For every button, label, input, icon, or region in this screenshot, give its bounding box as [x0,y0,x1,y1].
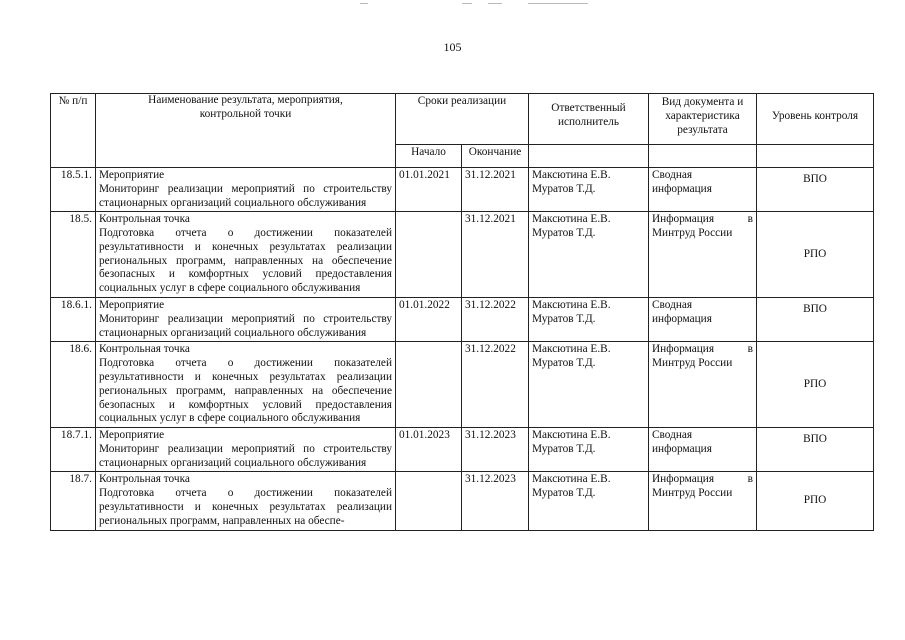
row-description: Мониторинг реализации мероприятий по строительству стационарных организаций социального обслуживания [99,312,392,339]
row-description: Подготовка отчета о достижении показателей результативности и конечных результатах реализации региональных программ, направленных на обеспечение безопасных и комфортных условий предоставления социальных услуг в сфере социального обслуживания [99,227,392,295]
row-control-level: ВПО [757,428,874,472]
row-start-date: 01.01.2021 [396,168,462,212]
row-kind: Мероприятие [99,169,165,181]
header-terms: Сроки реализации [396,94,529,145]
row-start-date: 01.01.2023 [396,428,462,472]
row-description: Мониторинг реализации мероприятий по строительству стационарных организаций социального обслуживания [99,442,392,469]
table-row [51,472,874,530]
row-control-level: РПО [757,212,874,298]
scan-artifact-line [488,3,502,4]
header-level-blank [757,145,874,168]
table-row [51,298,874,342]
row-kind: Мероприятие [99,429,165,442]
header-executor: Ответственный исполнитель [529,94,649,145]
table-header-row [51,94,874,145]
table-row [51,212,874,298]
row-description: Подготовка отчета о достижении показателей результативности и конечных результатах реализации региональных программ, направленных на обеспе- [99,487,392,527]
row-number: 18.7.1. [51,428,96,472]
row-start-date [396,472,462,530]
row-executor: Максютина Е.В. Муратов Т.Д. [529,212,649,298]
row-name [96,298,396,342]
header-num: № п/п [51,94,96,168]
row-name [96,428,396,472]
scan-artifact-line [528,3,588,4]
row-number: 18.6.1. [51,298,96,342]
row-start-date [396,212,462,298]
row-executor: Максютина Е.В. Муратов Т.Д. [529,342,649,428]
header-level: Уровень контроля [757,94,874,145]
row-document-type: Информация в Минтруд России [649,212,757,298]
row-document-type: Информация в Минтруд России [649,472,757,530]
row-kind: Контрольная точка [99,343,190,356]
row-document-type: Информация в Минтруд России [649,342,757,428]
row-executor: Максютина Е.В. Муратов Т.Д. [529,428,649,472]
row-description: Мониторинг реализации мероприятий по строительству стационарных организаций социального обслуживания [99,182,392,209]
page-number: 105 [443,40,462,54]
scan-artifact-line [462,3,472,4]
row-end-date: 31.12.2022 [462,298,529,342]
header-end: Окончание [462,145,529,168]
row-number: 18.5.1. [51,168,96,212]
row-control-level: РПО [757,472,874,530]
header-doc-blank [649,145,757,168]
row-end-date: 31.12.2023 [462,472,529,530]
row-name [96,212,396,298]
row-document-type: Сводная информация [649,428,757,472]
row-control-level: ВПО [757,168,874,212]
row-start-date [396,342,462,428]
row-executor: Максютина Е.В. Муратов Т.Д. [529,298,649,342]
implementation-plan-table [50,93,874,531]
row-end-date: 31.12.2021 [462,168,529,212]
table-row [51,342,874,428]
row-control-level: ВПО [757,298,874,342]
row-document-type: Сводная информация [649,298,757,342]
row-kind: Контрольная точка [99,213,190,226]
row-executor: Максютина Е.В. Муратов Т.Д. [529,472,649,530]
row-control-level: РПО [757,342,874,428]
row-name [96,168,396,212]
table-row [51,168,874,212]
row-document-type: Сводная информация [649,168,757,212]
row-end-date: 31.12.2021 [462,212,529,298]
row-number: 18.7. [51,472,96,530]
row-end-date: 31.12.2022 [462,342,529,428]
row-name [96,472,396,530]
scan-artifact-line [360,3,368,4]
header-doc: Вид документа и характеристика результата [649,94,757,145]
header-start: Начало [396,145,462,168]
row-number: 18.5. [51,212,96,298]
row-kind: Контрольная точка [99,473,190,486]
header-executor-blank [529,145,649,168]
row-start-date: 01.01.2022 [396,298,462,342]
table-row [51,428,874,472]
row-name [96,342,396,428]
row-number: 18.6. [51,342,96,428]
row-kind: Мероприятие [99,299,165,312]
row-end-date: 31.12.2023 [462,428,529,472]
header-name: Наименование результата, мероприятия, контрольной точки [96,94,396,168]
row-description: Подготовка отчета о достижении показателей результативности и конечных результатах реализации региональных программ, направленных на обеспечение безопасных и комфортных условий предоставления социальных услуг в сфере социального обслуживания [99,357,392,425]
row-executor: Максютина Е.В. Муратов Т.Д. [529,168,649,212]
